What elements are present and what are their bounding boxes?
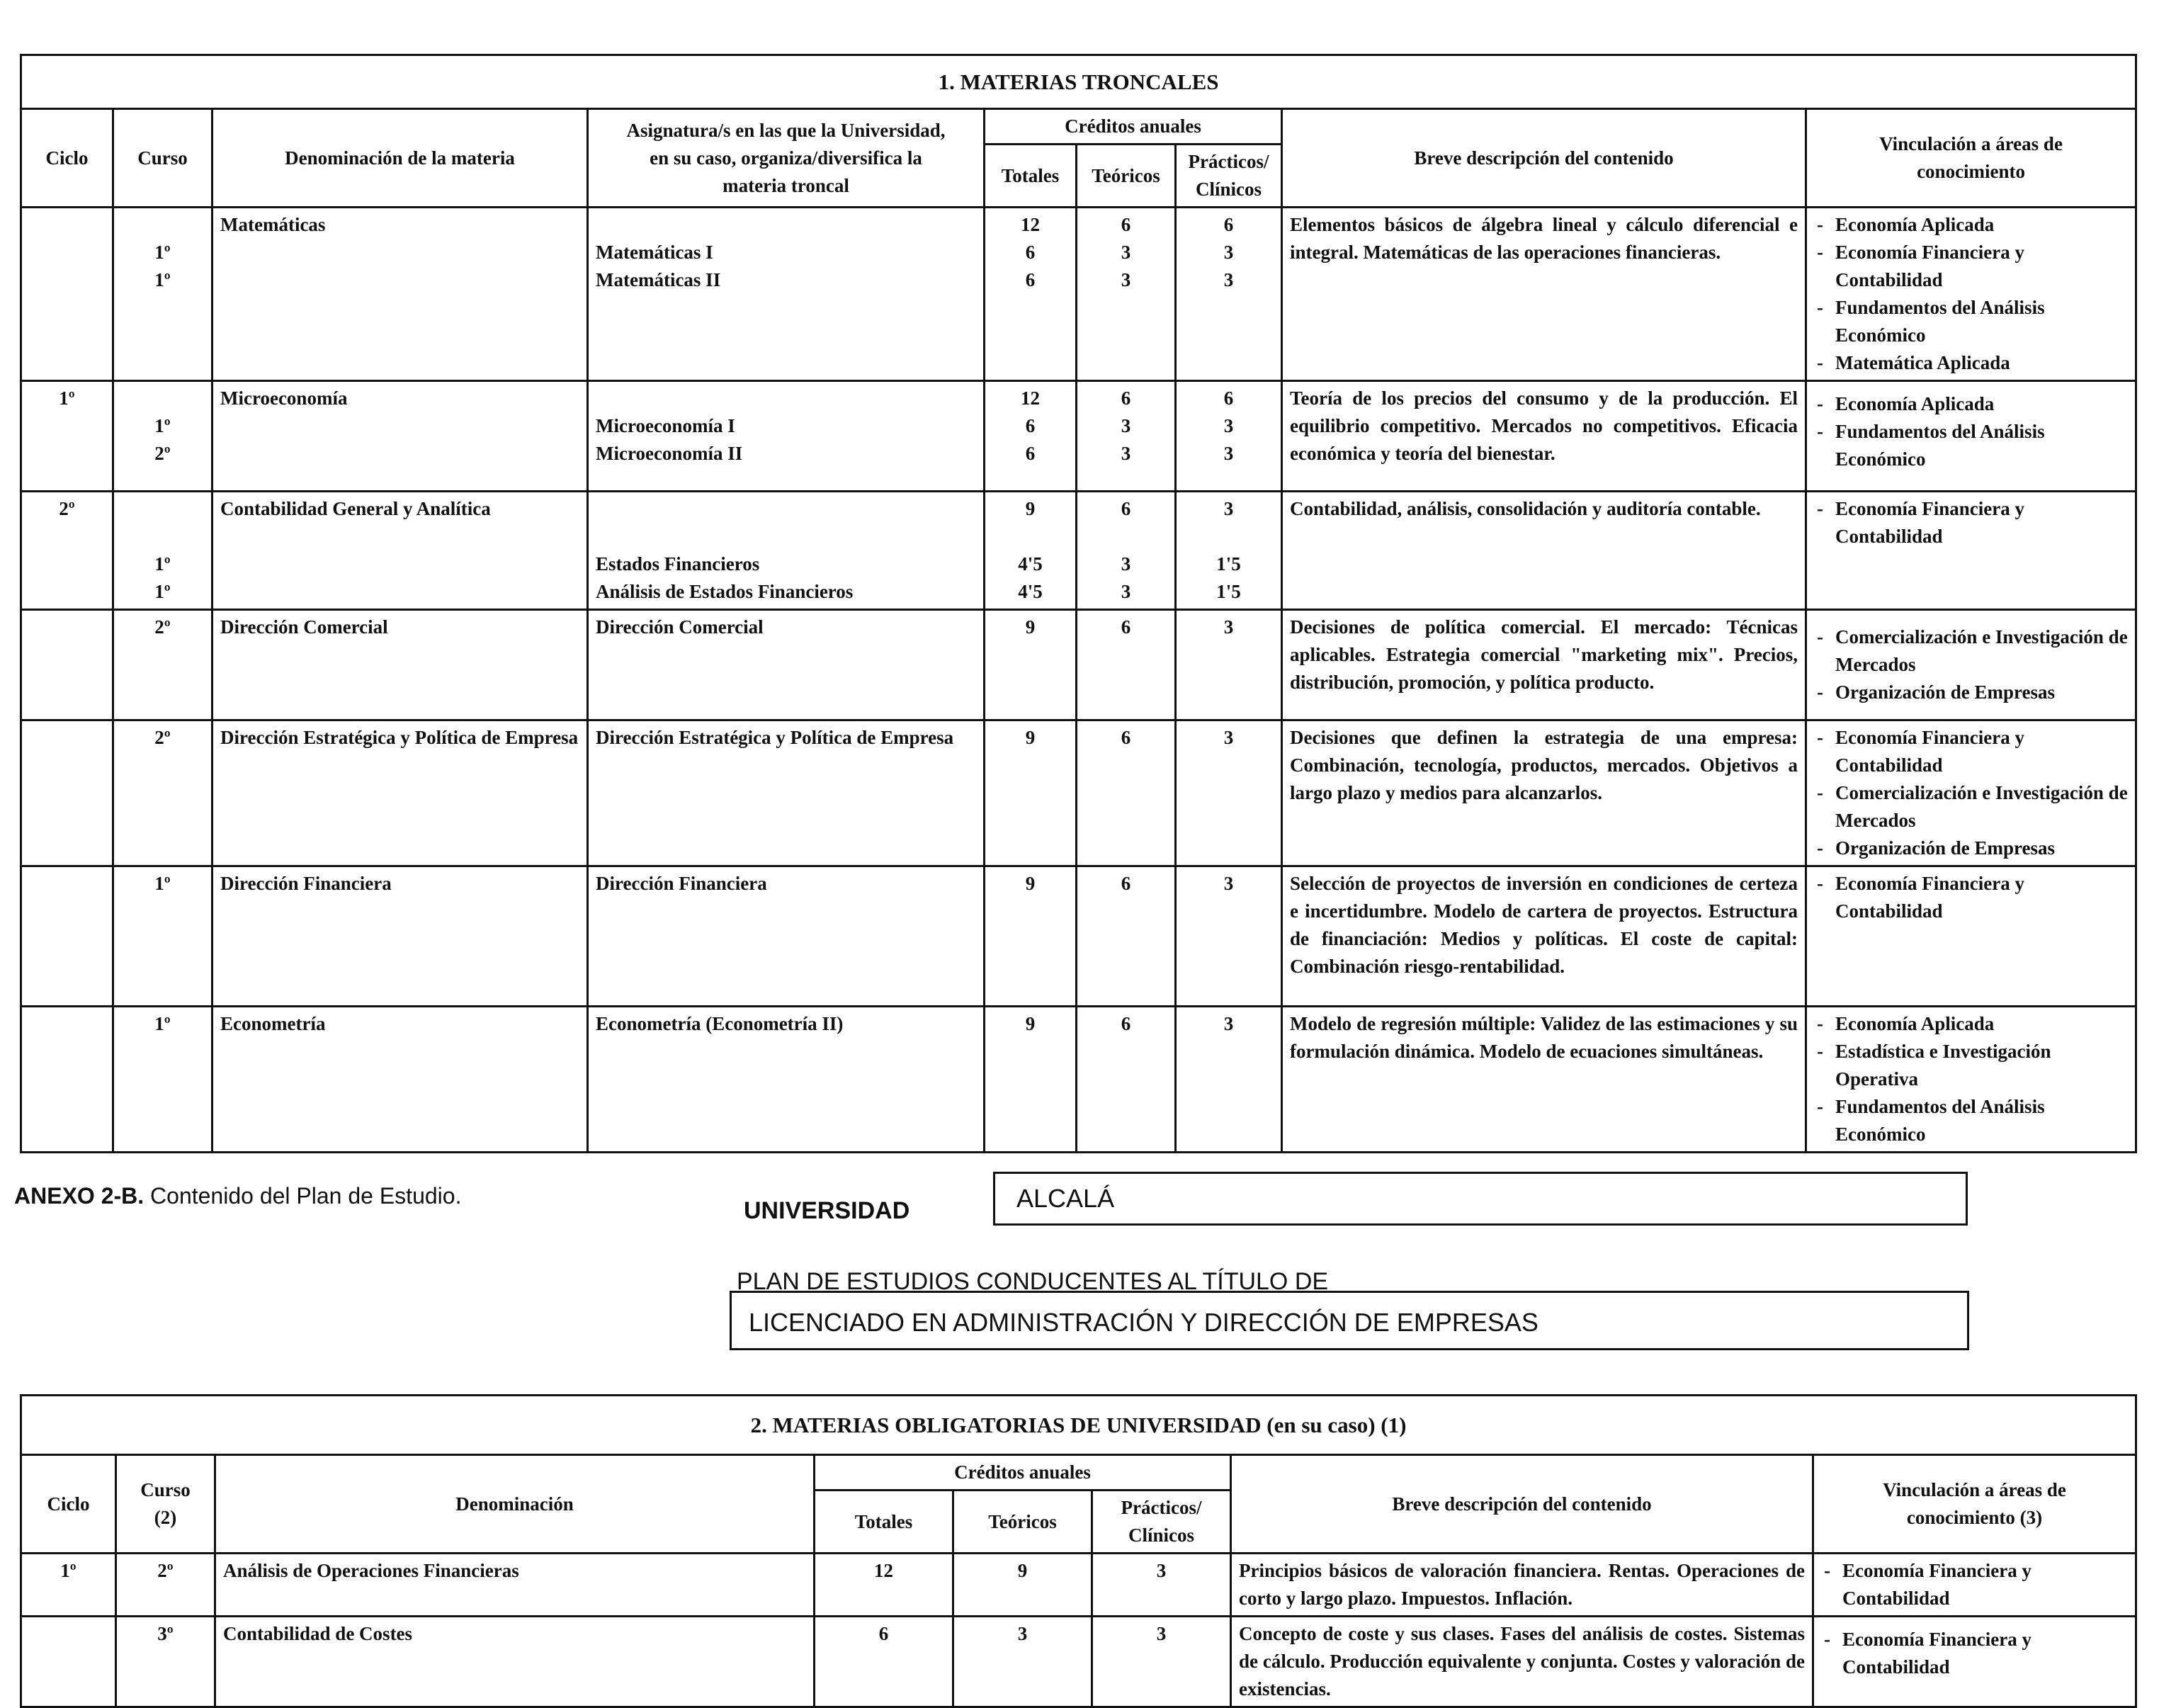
table-row — [21, 381, 2136, 492]
asignatura-name: Análisis de Estados Financieros — [596, 581, 854, 602]
header-curso — [116, 1455, 215, 1554]
obligatorias-table — [20, 1394, 2137, 1708]
header-practicos-line: Prácticos/ — [1188, 151, 1269, 172]
curso-value: 2º — [154, 443, 171, 464]
practicos-value: 6 — [1223, 214, 1234, 235]
teoricos-value: 3 — [1121, 415, 1131, 436]
area-item: - Fundamentos del Análisis Económico — [1814, 418, 2128, 473]
cell-totales — [985, 208, 1077, 381]
cell-areas — [1806, 381, 2136, 492]
teoricos-value: 3 — [1121, 443, 1131, 464]
totales-value: 6 — [1025, 415, 1036, 436]
curso-value: 1º — [154, 553, 171, 575]
practicos-value: 3 — [1223, 242, 1234, 263]
curso-value: 1º — [154, 269, 171, 290]
teoricos-value: 6 — [1121, 498, 1131, 519]
header-teoricos: Teóricos — [953, 1491, 1092, 1554]
table-row — [21, 208, 2136, 381]
cell-curso: 2º — [113, 720, 212, 866]
table-row — [21, 610, 2136, 720]
area-item: - Economía Financiera y Contabilidad — [1821, 1626, 2128, 1681]
header-ciclo: Ciclo — [21, 109, 113, 208]
header-denominacion: Denominación — [215, 1455, 815, 1554]
area-item: - Comercialización e Investigación de Mercados — [1814, 779, 2128, 835]
totales-value: 6 — [1025, 443, 1036, 464]
area-item: - Economía Financiera y Contabilidad — [1821, 1557, 2128, 1612]
troncales-table — [20, 54, 2137, 1153]
cell-areas — [1813, 1554, 2136, 1617]
header-asignatura-line: en su caso, organiza/diversifica la — [650, 147, 922, 169]
cell-teoricos: 6 — [1077, 866, 1176, 1007]
cell-denominacion: Análisis de Operaciones Financieras — [215, 1554, 815, 1617]
cell-denominacion: Contabilidad de Costes — [215, 1617, 815, 1707]
header-totales: Totales — [985, 145, 1077, 208]
cell-areas — [1806, 720, 2136, 866]
cell-ciclo — [21, 610, 113, 720]
university-label: UNIVERSIDAD — [744, 1197, 910, 1224]
cell-areas — [1806, 1007, 2136, 1153]
cell-teoricos: 6 — [1077, 610, 1176, 720]
cell-ciclo — [21, 208, 113, 381]
header-vinculacion — [1813, 1455, 2136, 1554]
cell-descripcion: Selección de proyectos de inversión en condiciones de certeza e incertidumbre. Modelo de cartera de proyectos. Estructura de financiación: Medios y políticas. El coste de capital: Combinación riesgo-rentabilidad. — [1282, 866, 1806, 1007]
cell-totales: 6 — [815, 1617, 953, 1707]
header-vinculacion-line: conocimiento — [1917, 161, 2026, 182]
area-item: - Organización de Empresas — [1814, 835, 2128, 862]
cell-asignaturas: Econometría (Econometría II) — [588, 1007, 985, 1153]
cell-ciclo: 2º — [21, 492, 113, 610]
cell-descripcion: Elementos básicos de álgebra lineal y cálculo diferencial e integral. Matemáticas de las operaciones financieras. — [1282, 208, 1806, 381]
header-curso-line: (2) — [154, 1507, 177, 1528]
totales-value: 4'5 — [1018, 553, 1043, 575]
header-practicos-line: Prácticos/ — [1121, 1497, 1202, 1518]
practicos-value: 6 — [1223, 388, 1234, 409]
area-item: - Economía Aplicada — [1814, 211, 2128, 239]
area-item: - Economía Financiera y Contabilidad — [1814, 870, 2128, 925]
cell-curso — [113, 208, 212, 381]
practicos-value: 3 — [1223, 498, 1234, 519]
cell-practicos: 3 — [1176, 720, 1282, 866]
cell-materia: Dirección Comercial — [212, 610, 588, 720]
cell-totales — [985, 381, 1077, 492]
cell-asignaturas: Dirección Comercial — [588, 610, 985, 720]
area-item: - Economía Financiera y Contabilidad — [1814, 239, 2128, 294]
header-ciclo: Ciclo — [21, 1455, 116, 1554]
cell-totales: 9 — [985, 866, 1077, 1007]
cell-curso: 1º — [113, 1007, 212, 1153]
area-item: - Organización de Empresas — [1814, 679, 2128, 706]
cell-ciclo — [21, 866, 113, 1007]
cell-curso: 1º — [113, 866, 212, 1007]
cell-materia: Econometría — [212, 1007, 588, 1153]
header-descripcion: Breve descripción del contenido — [1282, 109, 1806, 208]
cell-asignaturas — [588, 492, 985, 610]
area-item: - Economía Aplicada — [1814, 1010, 2128, 1038]
annex-caption — [14, 1183, 461, 1209]
cell-teoricos — [1077, 381, 1176, 492]
totales-value: 12 — [1021, 214, 1040, 235]
cell-teoricos: 3 — [953, 1617, 1092, 1707]
area-item: - Fundamentos del Análisis Económico — [1814, 1093, 2128, 1148]
cell-totales: 9 — [985, 610, 1077, 720]
asignatura-name: Microeconomía II — [596, 443, 743, 464]
table1-title: 1. MATERIAS TRONCALES — [21, 55, 2136, 109]
area-item: - Economía Aplicada — [1814, 390, 2128, 418]
totales-value: 4'5 — [1018, 581, 1043, 602]
header-totales: Totales — [815, 1491, 953, 1554]
cell-practicos: 3 — [1176, 1007, 1282, 1153]
header-denominacion: Denominación de la materia — [212, 109, 588, 208]
header-practicos-line: Clínicos — [1195, 179, 1262, 200]
cell-ciclo — [21, 720, 113, 866]
cell-teoricos: 6 — [1077, 720, 1176, 866]
cell-practicos — [1176, 492, 1282, 610]
header-vinculacion-line: Vinculación a áreas de — [1883, 1479, 2066, 1500]
curso-value: 1º — [154, 581, 171, 602]
cell-practicos — [1176, 381, 1282, 492]
cell-teoricos — [1077, 492, 1176, 610]
cell-ciclo: 1º — [21, 381, 113, 492]
header-asignatura — [588, 109, 985, 208]
area-item: - Estadística e Investigación Operativa — [1814, 1038, 2128, 1093]
teoricos-value: 6 — [1121, 214, 1131, 235]
header-creditos: Créditos anuales — [815, 1455, 1231, 1491]
cell-descripcion: Contabilidad, análisis, consolidación y auditoría contable. — [1282, 492, 1806, 610]
cell-asignaturas: Dirección Estratégica y Política de Empresa — [588, 720, 985, 866]
cell-asignaturas: Dirección Financiera — [588, 866, 985, 1007]
practicos-value: 3 — [1223, 443, 1234, 464]
cell-totales: 9 — [985, 1007, 1077, 1153]
teoricos-value: 6 — [1121, 388, 1131, 409]
table2-title: 2. MATERIAS OBLIGATORIAS DE UNIVERSIDAD (en su caso) (1) — [21, 1396, 2136, 1455]
asignatura-name: Matemáticas I — [596, 242, 713, 263]
practicos-value: 1'5 — [1216, 553, 1241, 575]
asignatura-name: Matemáticas II — [596, 269, 721, 290]
cell-descripcion: Concepto de coste y sus clases. Fases del análisis de costes. Sistemas de cálculo. Producción equivalente y conjunta. Costes y valoración de existencias. — [1231, 1617, 1813, 1707]
cell-curso — [113, 492, 212, 610]
curso-value: 1º — [154, 242, 171, 263]
cell-materia: Dirección Estratégica y Política de Empresa — [212, 720, 588, 866]
totales-value: 6 — [1025, 242, 1036, 263]
cell-totales: 9 — [985, 720, 1077, 866]
cell-curso: 3º — [116, 1617, 215, 1707]
cell-areas — [1806, 610, 2136, 720]
cell-materia: Microeconomía — [212, 381, 588, 492]
teoricos-value: 3 — [1121, 269, 1131, 290]
practicos-value: 3 — [1223, 269, 1234, 290]
cell-curso — [113, 381, 212, 492]
cell-practicos: 3 — [1176, 610, 1282, 720]
cell-ciclo: 1º — [21, 1554, 116, 1617]
header-curso: Curso — [113, 109, 212, 208]
area-item: - Fundamentos del Análisis Económico — [1814, 294, 2128, 349]
cell-curso: 2º — [116, 1554, 215, 1617]
cell-areas — [1806, 866, 2136, 1007]
cell-ciclo — [21, 1007, 113, 1153]
teoricos-value: 3 — [1121, 553, 1131, 575]
cell-descripcion: Teoría de los precios del consumo y de la producción. El equilibrio competitivo. Mercados no competitivos. Eficacia económica y teoría del bienestar. — [1282, 381, 1806, 492]
header-curso-line: Curso — [140, 1479, 191, 1500]
cell-descripcion: Modelo de regresión múltiple: Validez de las estimaciones y su formulación dinámica. Modelo de ecuaciones simultáneas. — [1282, 1007, 1806, 1153]
curso-value: 1º — [154, 415, 171, 436]
table-row — [21, 1554, 2136, 1617]
cell-descripcion: Principios básicos de valoración financiera. Rentas. Operaciones de corto y largo plazo. Impuestos. Inflación. — [1231, 1554, 1813, 1617]
totales-value: 6 — [1025, 269, 1036, 290]
cell-practicos: 3 — [1092, 1554, 1231, 1617]
area-item: - Economía Financiera y Contabilidad — [1814, 724, 2128, 779]
cell-teoricos: 9 — [953, 1554, 1092, 1617]
cell-areas — [1806, 208, 2136, 381]
header-vinculacion — [1806, 109, 2136, 208]
plan-title: PLAN DE ESTUDIOS CONDUCENTES AL TÍTULO DE — [737, 1268, 1329, 1295]
table-row — [21, 492, 2136, 610]
practicos-value: 3 — [1223, 415, 1234, 436]
header-creditos: Créditos anuales — [985, 109, 1282, 145]
cell-descripcion: Decisiones de política comercial. El mercado: Técnicas aplicables. Estrategia comercial "marketing mix". Precios, distribución, promoción, y política producto. — [1282, 610, 1806, 720]
cell-ciclo — [21, 1617, 116, 1707]
header-teoricos: Teóricos — [1077, 145, 1176, 208]
cell-practicos: 3 — [1176, 866, 1282, 1007]
cell-materia: Matemáticas — [212, 208, 588, 381]
asignatura-name: Estados Financieros — [596, 553, 760, 575]
header-asignatura-line: materia troncal — [722, 174, 849, 196]
cell-practicos — [1176, 208, 1282, 381]
cell-materia: Dirección Financiera — [212, 866, 588, 1007]
header-practicos — [1176, 145, 1282, 208]
area-item: - Matemática Aplicada — [1814, 349, 2128, 377]
cell-areas — [1806, 492, 2136, 610]
practicos-value: 1'5 — [1216, 581, 1241, 602]
header-practicos-line: Clínicos — [1128, 1525, 1194, 1546]
header-descripcion: Breve descripción del contenido — [1231, 1455, 1813, 1554]
degree-title-box: LICENCIADO EN ADMINISTRACIÓN Y DIRECCIÓN DE EMPRESAS — [730, 1291, 1969, 1350]
cell-totales — [985, 492, 1077, 610]
header-vinculacion-line: Vinculación a áreas de — [1879, 133, 2063, 154]
table-row — [21, 866, 2136, 1007]
asignatura-name: Microeconomía I — [596, 415, 735, 436]
teoricos-value: 3 — [1121, 581, 1131, 602]
cell-asignaturas — [588, 381, 985, 492]
annex-label: ANEXO 2-B. — [14, 1183, 144, 1209]
totales-value: 9 — [1025, 498, 1036, 519]
teoricos-value: 3 — [1121, 242, 1131, 263]
cell-totales: 12 — [815, 1554, 953, 1617]
cell-asignaturas — [588, 208, 985, 381]
cell-practicos: 3 — [1092, 1617, 1231, 1707]
header-asignatura-line: Asignatura/s en las que la Universidad, — [626, 119, 946, 141]
table-row — [21, 720, 2136, 866]
header-practicos — [1092, 1491, 1231, 1554]
university-name-box: ALCALÁ — [993, 1172, 1968, 1226]
cell-teoricos: 6 — [1077, 1007, 1176, 1153]
table-row — [21, 1007, 2136, 1153]
cell-areas — [1813, 1617, 2136, 1707]
header-vinculacion-line: conocimiento (3) — [1906, 1507, 2043, 1528]
cell-teoricos — [1077, 208, 1176, 381]
totales-value: 12 — [1021, 388, 1040, 409]
area-item: - Economía Financiera y Contabilidad — [1814, 495, 2128, 550]
cell-materia: Contabilidad General y Analítica — [212, 492, 588, 610]
table-row — [21, 1617, 2136, 1707]
area-item: - Comercialización e Investigación de Mercados — [1814, 623, 2128, 679]
annex-text: Contenido del Plan de Estudio. — [150, 1183, 462, 1209]
cell-descripcion: Decisiones que definen la estrategia de una empresa: Combinación, tecnología, productos, mercados. Objetivos a largo plazo y medios para alcanzarlos. — [1282, 720, 1806, 866]
cell-curso: 2º — [113, 610, 212, 720]
